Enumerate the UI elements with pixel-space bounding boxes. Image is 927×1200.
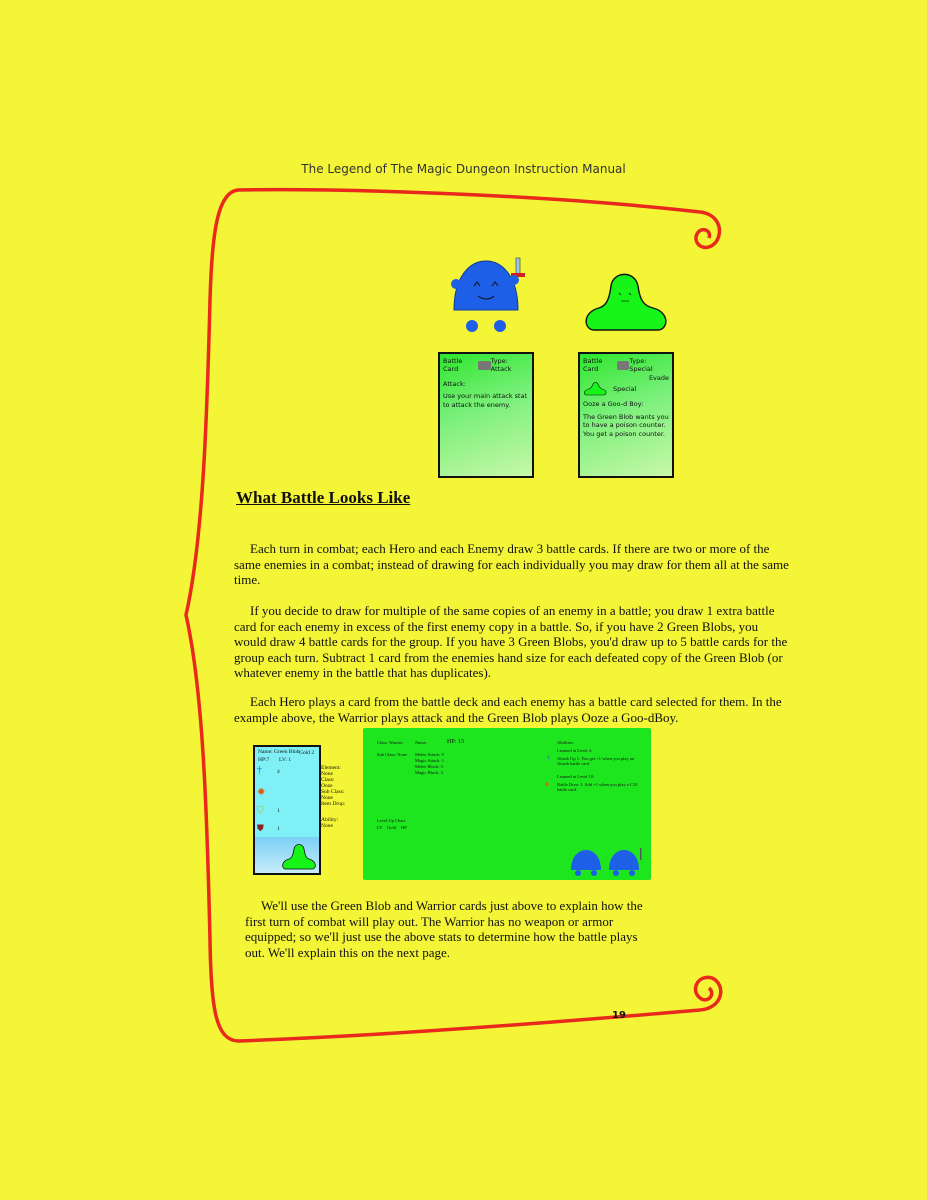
closing-paragraph: We'll use the Green Blob and Warrior cards just above to explain how the first turn of combat will play out. The Warrior has no weapon or armor equipped; so we'll just use the above stats to determine how the battle plays out. We'll explain this on the next page. xyxy=(245,898,643,960)
card-name: Attack: xyxy=(443,379,466,388)
enemy-class-label: Class: xyxy=(321,777,335,783)
hero-stat-melee-block: Melee Block: 3 xyxy=(415,764,443,769)
green-blob-icon xyxy=(583,382,607,396)
section-title: What Battle Looks Like xyxy=(236,488,411,507)
paragraph-2: If you decide to draw for multiple of the same copies of an enemy in a battle; you draw 1 extra battle card for each enemy in excess of the first enemy copy in a battle. So, if you have 2 Green Blobs, you would draw 4 battle cards for the group. If you have 3 Green Blobs, you'd draw up to 5 battle cards for the group each turn. Subtract 1 card from the enemies hand size for each defeated copy of the Green Blob (or whatever enemy in the battle that has duplicates). xyxy=(234,603,788,680)
card-name: Ooze a Goo-d Boy: xyxy=(583,400,644,409)
paragraph-1: Each turn in combat; each Hero and each Enemy draw 3 battle cards. If there are two or more of the same enemies in a combat; instead of drawing for each individually you may draw for them all at the same time. xyxy=(234,541,789,587)
warrior-character xyxy=(448,256,530,336)
level-chart-title: Level Up Chart: xyxy=(377,818,407,823)
enemy-stat-attack: 4 xyxy=(277,769,280,775)
battle-card-attack xyxy=(438,352,534,478)
enemy-ability-value: None xyxy=(321,823,333,829)
sword-icon: † xyxy=(547,756,550,762)
enemy-element-label: Element: xyxy=(321,765,341,771)
green-blob-character xyxy=(583,266,669,336)
ability-2-head: Learned at Level 10: xyxy=(557,774,595,779)
card-type-icon xyxy=(478,361,490,370)
enemy-stat-magic-block: 1 xyxy=(277,826,280,832)
hero-stat-magic-block: Magic Block: 3 xyxy=(415,770,443,775)
scroll-curl-top xyxy=(696,212,720,247)
magic-shield-icon: ⛊ xyxy=(257,823,264,833)
card-text: The Green Blob wants you to have a poison counter. You get a poison counter. xyxy=(583,412,669,438)
enemy-class-value: Ooze xyxy=(321,783,333,789)
scroll-curl-bottom xyxy=(696,977,721,1010)
chart-col-hp: HP xyxy=(401,825,407,830)
manual-header: The Legend of The Magic Dungeon Instruction Manual xyxy=(301,162,626,176)
card-type-icon xyxy=(617,361,629,370)
enemy-ability-label: Ability: xyxy=(321,817,339,823)
enemy-element-value: None xyxy=(321,771,333,777)
enemy-hp: HP:7 xyxy=(258,757,270,763)
hero-stat-melee-attack: Melee Attack: 9 xyxy=(415,752,444,757)
enemy-subclass-value: None xyxy=(321,795,333,801)
green-blob-portrait xyxy=(281,841,317,871)
enemy-stat-block: 1 xyxy=(277,808,280,814)
enemy-name: Name: Green Blob xyxy=(258,749,300,755)
hero-stat-magic-attack: Magic Attack: 1 xyxy=(415,758,444,763)
battle-draw-icon: ■ xyxy=(545,782,549,788)
ability-1-head: Learned at Level 4: xyxy=(557,748,593,753)
card-type: Type: Special xyxy=(629,357,653,374)
hero-subclass: Sub Class: None xyxy=(377,752,408,757)
shield-icon: ⛉ xyxy=(257,805,264,815)
paragraph-3: Each Hero plays a card from the battle deck and each enemy has a battle card selected for them. In the example above, the Warrior plays attack and the Green Blob plays Ooze a Goo-dBoy. xyxy=(234,694,782,725)
abilities-title: Abilities: xyxy=(557,740,574,745)
enemy-gold: Gold 2 xyxy=(299,750,315,756)
card-type: Type: Attack xyxy=(490,357,512,374)
page-number: 19 xyxy=(612,1010,626,1021)
ability-1-text: Attack Up 1: You get +1 when you play an Attack battle card. xyxy=(557,756,635,766)
card-text: Use your main attack stat to attack the enemy. xyxy=(443,392,528,409)
sword-icon: † xyxy=(257,765,262,776)
warrior-sprites xyxy=(569,846,645,876)
enemy-lv: LV: 1 xyxy=(279,757,292,763)
card-label: Battle Card xyxy=(443,357,463,374)
magic-icon: ✹ xyxy=(257,787,266,798)
hero-name: Name: xyxy=(415,740,427,745)
enemy-subclass-label: Sub Class: xyxy=(321,789,345,795)
card-sub: Evade xyxy=(648,373,669,382)
hero-hp: HP: 13 xyxy=(447,739,464,745)
card-special: Special xyxy=(613,385,637,394)
enemy-drop-label: Item Drop: xyxy=(321,801,346,807)
card-label: Battle Card xyxy=(583,357,603,374)
chart-col-gold: Gold xyxy=(387,825,396,830)
chart-col-lv: LV xyxy=(377,825,383,830)
ability-2-text: Battle Draw 1: Add +1 when you play a C10 battle card. xyxy=(557,782,638,792)
battle-card-special xyxy=(578,352,674,478)
hero-class: Class: Warrior xyxy=(377,740,403,745)
hero-stat-card xyxy=(363,728,651,880)
enemy-stat-card xyxy=(253,745,346,875)
